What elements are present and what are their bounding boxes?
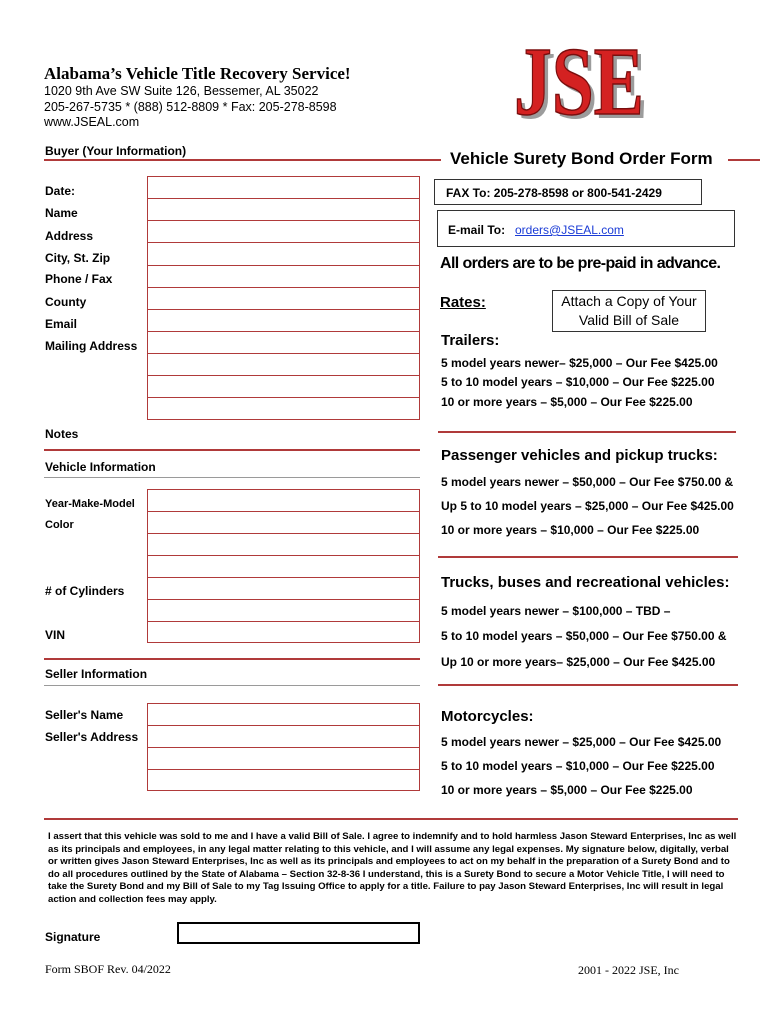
vehicle-heading: Vehicle Information [45, 460, 156, 474]
email-link[interactable]: orders@JSEAL.com [515, 223, 624, 237]
bill-of-sale-note: Attach a Copy of Your Valid Bill of Sale [552, 290, 706, 332]
address-field[interactable] [148, 242, 419, 243]
rate-group-title-motorcycles: Motorcycles: [441, 708, 534, 725]
label-vin: VIN [45, 628, 66, 642]
rate-line: 10 or more years – $5,000 – Our Fee $225.00 [441, 395, 693, 409]
phone-fax-field[interactable] [148, 287, 419, 288]
seller-fields [147, 703, 420, 791]
copyright: 2001 - 2022 JSE, Inc [578, 963, 679, 977]
buyer-heading: Buyer (Your Information) [45, 144, 187, 158]
prepaid-notice: All orders are to be pre-paid in advance. [440, 255, 721, 272]
date-field[interactable] [148, 198, 419, 199]
label-mailing-address: Mailing Address [45, 339, 138, 353]
label-year-make-model: Year-Make-Model [45, 498, 135, 510]
agreement-text: I assert that this vehicle was sold to me and I have a valid Bill of Sale. I agree to indemnify and to hold harmless Jason Steward Enterprises, Inc as well as its principals and employees, in any legal matter relating to this vehicle, and I will assume any legal expenses. My signature below, digitally, verbal or written gives Jason Steward Enterprises, Inc as well as its principals and employees to act on my behalf in the preparation of a Surety Bond and to do all procedures outlined by the State of Alabama – Section 32-8-36 I understand, this is a Surety Bond to secure a Motor Vehicle Title, I will need to take the Surety Bond and my Bill of Sale to my Tag Issuing Office to apply for a title. Failure to pay Jason Steward Enterprises, Inc will result in legal action and collection fees may apply. [48, 831, 737, 905]
notes-line[interactable] [44, 449, 420, 451]
signature-field[interactable] [177, 922, 420, 944]
label-seller-address: Seller's Address [45, 730, 139, 744]
rates-label: Rates: [440, 294, 486, 311]
name-field[interactable] [148, 220, 419, 221]
label-cylinders: # of Cylinders [45, 584, 125, 598]
email-label: E-mail To: [448, 223, 506, 237]
county-field[interactable] [148, 309, 419, 310]
rate-line: Up 10 or more years– $25,000 – Our Fee $425.00 [441, 655, 716, 669]
rate-line: 5 model years newer – $25,000 – Our Fee $425.00 [441, 735, 722, 749]
label-date: Date: [45, 184, 76, 198]
seller-address-field-2[interactable] [148, 769, 419, 770]
rate-line: 5 model years newer – $100,000 – TBD – [441, 604, 671, 618]
notes-label: Notes [45, 427, 79, 441]
rate-line: 10 or more years – $10,000 – Our Fee $225.00 [441, 523, 700, 537]
form-title: Vehicle Surety Bond Order Form [450, 149, 713, 168]
buyer-fields [147, 176, 420, 420]
vehicle-extra-field[interactable] [148, 555, 419, 556]
rate-line: 10 or more years – $5,000 – Our Fee $225.00 [441, 783, 693, 797]
fax-text: FAX To: 205-278-8598 or 800-541-2429 [446, 186, 662, 200]
rate-group-title-trucks: Trucks, buses and recreational vehicles: [441, 574, 730, 591]
mailing-address-field-2[interactable] [148, 375, 419, 376]
cylinders-field[interactable] [148, 599, 419, 600]
logo-shadow: JSE [518, 32, 648, 128]
rate-group-title-trailers: Trailers: [441, 332, 500, 349]
label-phone-fax: Phone / Fax [45, 272, 113, 286]
logo-text: JSE [514, 32, 644, 128]
seller-heading: Seller Information [45, 667, 148, 681]
vehicle-extra-field-2[interactable] [148, 577, 419, 578]
email-field[interactable] [148, 331, 419, 332]
year-make-model-field[interactable] [148, 511, 419, 512]
company-tagline: Alabama’s Vehicle Title Recovery Service! [44, 64, 351, 83]
label-address: Address [45, 229, 94, 243]
rate-line: 5 to 10 model years – $10,000 – Our Fee $225.00 [441, 375, 715, 389]
label-email: Email [45, 317, 78, 331]
signature-label: Signature [45, 930, 101, 944]
vehicle-fields [147, 489, 420, 643]
label-color: Color [45, 519, 74, 531]
form-id: Form SBOF Rev. 04/2022 [45, 962, 171, 976]
rate-line: 5 to 10 model years – $50,000 – Our Fee $750.00 & [441, 629, 727, 643]
label-name: Name [45, 206, 78, 220]
label-seller-name: Seller's Name [45, 708, 124, 722]
rate-line: 5 to 10 model years – $10,000 – Our Fee $225.00 [441, 759, 715, 773]
email-box [437, 210, 735, 247]
rate-line: 5 model years newer– $25,000 – Our Fee $425.00 [441, 356, 718, 370]
mailing-address-field-1[interactable] [148, 353, 419, 354]
company-website: www.JSEAL.com [44, 115, 140, 129]
seller-address-field-1[interactable] [148, 747, 419, 748]
company-address: 1020 9th Ave SW Suite 126, Bessemer, AL 35022 [44, 84, 319, 98]
jse-logo [512, 32, 652, 128]
mailing-address-field-3[interactable] [148, 397, 419, 398]
rate-line: 5 model years newer – $50,000 – Our Fee $750.00 & [441, 475, 734, 489]
label-county: County [45, 295, 87, 309]
city-st-zip-field[interactable] [148, 265, 419, 266]
rate-line: Up 5 to 10 model years – $25,000 – Our Fee $425.00 [441, 499, 734, 513]
company-phones: 205-267-5735 * (888) 512-8809 * Fax: 205-278-8598 [44, 100, 337, 114]
rate-group-title-passenger: Passenger vehicles and pickup trucks: [441, 447, 718, 464]
seller-name-field[interactable] [148, 725, 419, 726]
color-field[interactable] [148, 533, 419, 534]
vin-field[interactable] [148, 621, 419, 622]
fax-box [434, 179, 702, 205]
label-city-st-zip: City, St. Zip [45, 251, 111, 265]
